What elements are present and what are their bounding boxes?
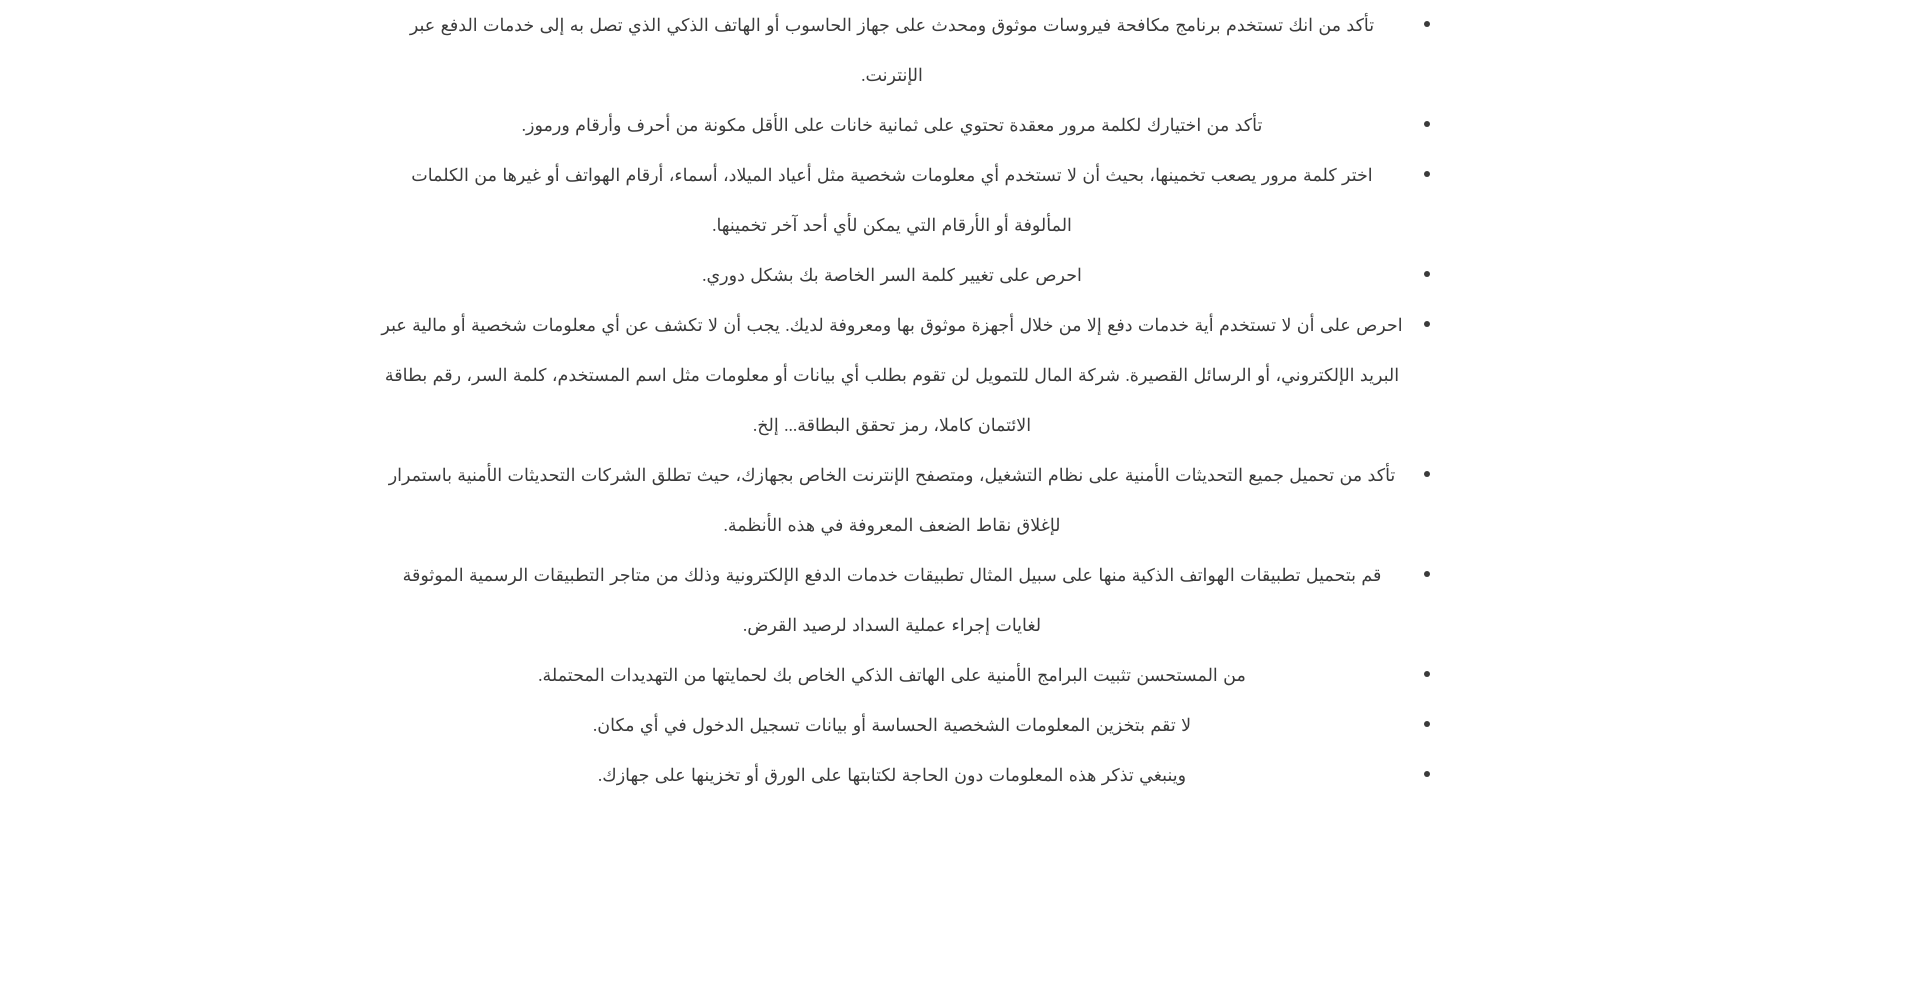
bullet-icon: [1424, 571, 1430, 577]
list-item-text: احرص على تغيير كلمة السر الخاصة بك بشكل دوري.: [702, 265, 1082, 285]
list-item-text: تأكد من اختيارك لكلمة مرور معقدة تحتوي على ثمانية خانات على الأقل مكونة من أحرف وأرقام ورموز.: [521, 115, 1263, 135]
list-item-text: تأكد من انك تستخدم برنامج مكافحة فيروسات موثوق ومحدث على جهاز الحاسوب أو الهاتف الذكي الذي تصل به إلى خدمات الدفع عبر الإنترنت.: [409, 15, 1375, 85]
list-item-text: احرص على أن لا تستخدم أية خدمات دفع إلا من خلال أجهزة موثوق بها ومعروفة لديك. يجب أن لا تكشف عن أي معلومات شخصية أو مالية عبر البريد الإلكتروني، أو الرسائل القصيرة. شركة المال للتمويل لن تقوم بطلب أي بيانات أو معلومات مثل اسم المستخدم، كلمة السر، رقم بطاقة الائتمان كاملا، رمز تحقق البطاقة... إلخ.: [381, 315, 1403, 435]
list-item: [380, 700, 1430, 750]
list-item: [380, 550, 1430, 650]
bullet-icon: [1424, 171, 1430, 177]
bullet-icon: [1424, 321, 1430, 327]
list-item: [380, 0, 1430, 100]
list-item: [380, 650, 1430, 700]
bullet-icon: [1424, 21, 1430, 27]
bullet-icon: [1424, 471, 1430, 477]
list-item-text: قم بتحميل تطبيقات الهواتف الذكية منها على سبيل المثال تطبيقات خدمات الدفع الإلكترونية وذلك من متاجر التطبيقات الرسمية الموثوقة لغايات إجراء عملية السداد لرصيد القرض.: [402, 565, 1382, 635]
list-item: [380, 150, 1430, 250]
list-item: [380, 450, 1430, 550]
list-item: [380, 250, 1430, 300]
bullet-icon: [1424, 121, 1430, 127]
list-item: [380, 100, 1430, 150]
list-item-text: وينبغي تذكر هذه المعلومات دون الحاجة لكتابتها على الورق أو تخزينها على جهازك.: [597, 765, 1187, 785]
bullet-icon: [1424, 721, 1430, 727]
bullet-icon: [1424, 271, 1430, 277]
list-item-text: اختر كلمة مرور يصعب تخمينها، بحيث أن لا تستخدم أي معلومات شخصية مثل أعياد الميلاد، أسماء، أرقام الهواتف أو غيرها من الكلمات المألوفة أو الأرقام التي يمكن لأي أحد آخر تخمينها.: [411, 165, 1373, 235]
list-item-text: من المستحسن تثبيت البرامج الأمنية على الهاتف الذكي الخاص بك لحمايتها من التهديدات المحتملة.: [538, 665, 1246, 685]
bullet-icon: [1424, 671, 1430, 677]
bullet-icon: [1424, 771, 1430, 777]
list-item-text: لا تقم بتخزين المعلومات الشخصية الحساسة أو بيانات تسجيل الدخول في أي مكان.: [592, 715, 1192, 735]
security-tips-list: [380, 0, 1430, 800]
list-item: [380, 750, 1430, 800]
list-item: [380, 300, 1430, 450]
list-item-text: تأكد من تحميل جميع التحديثات الأمنية على نظام التشغيل، ومتصفح الإنترنت الخاص بجهازك، حيث تطلق الشركات التحديثات الأمنية باستمرار لإغلاق نقاط الضعف المعروفة في هذه الأنظمة.: [388, 465, 1396, 535]
